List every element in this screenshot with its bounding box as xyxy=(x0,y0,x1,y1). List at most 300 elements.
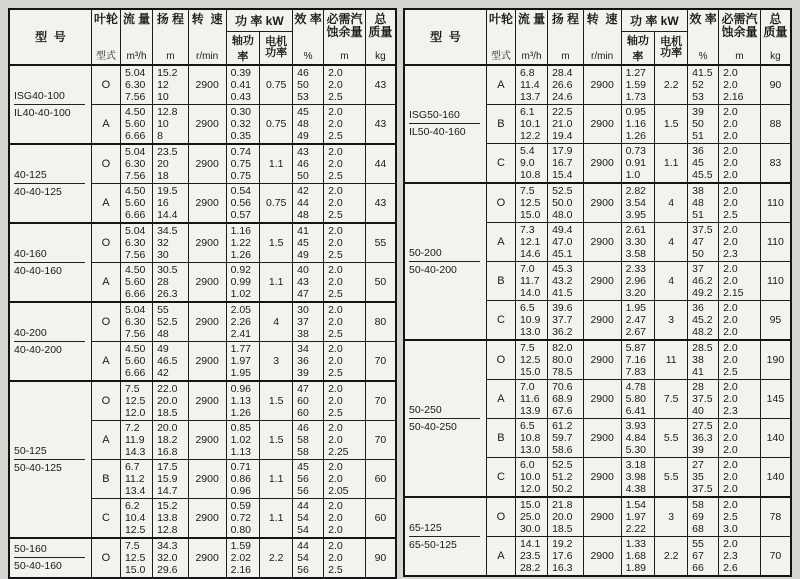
pump-row xyxy=(9,302,396,342)
npsh-cell: 2.0 2.0 2.5 xyxy=(324,183,366,223)
shaft-power-cell: 0.96 1.13 1.26 xyxy=(226,381,260,421)
efficiency-cell: 46 58 58 xyxy=(293,420,324,459)
npsh-cell: 2.0 2.0 2.0 xyxy=(324,498,366,538)
impeller-type-cell: C xyxy=(486,457,515,497)
head-cell: 12.8 10 8 xyxy=(153,104,189,144)
flow-cell: 6.0 10.0 12.0 xyxy=(515,457,547,497)
col-header-power: 功 率 kW xyxy=(226,9,293,31)
col-header-model: 型 号 xyxy=(9,9,91,65)
speed-cell: 2900 xyxy=(583,65,621,105)
pump-spec-table-right xyxy=(403,8,792,577)
col-header-mass-text: 总 质量 kg xyxy=(763,12,788,62)
shaft-power-cell: 1.59 2.02 2.16 xyxy=(226,538,260,578)
motor-power-cell: 2.2 xyxy=(655,536,688,576)
pump-row xyxy=(9,144,396,184)
shaft-power-cell: 1.77 1.97 1.95 xyxy=(226,341,260,381)
head-cell: 22.0 20.0 18.5 xyxy=(153,381,189,421)
impeller-type-cell: O xyxy=(91,381,120,421)
motor-power-cell: 1.5 xyxy=(655,104,688,143)
col-header-head-text: 扬 程 m xyxy=(156,12,185,62)
col-header-speed-text: 转 速 r/min xyxy=(586,12,618,62)
pump-row xyxy=(404,340,791,380)
col-header-npsh xyxy=(719,9,761,65)
model-cell xyxy=(404,65,486,183)
efficiency-cell: 43 46 50 xyxy=(293,144,324,184)
shaft-power-cell: 1.95 2.47 2.67 xyxy=(621,300,655,340)
motor-power-cell: 4 xyxy=(260,302,293,342)
pump-table-right xyxy=(403,8,792,574)
speed-cell: 2900 xyxy=(188,341,226,381)
efficiency-cell: 44 54 54 xyxy=(293,498,324,538)
efficiency-cell: 58 69 68 xyxy=(688,497,719,537)
efficiency-cell: 40 43 47 xyxy=(293,262,324,302)
head-cell: 61.2 59.7 58.6 xyxy=(548,418,584,457)
flow-cell: 6.8 11.4 13.7 xyxy=(515,65,547,105)
flow-cell: 4.50 5.60 6.66 xyxy=(120,183,152,223)
col-header-speed-text: 转 速 r/min xyxy=(191,12,223,62)
model-cell xyxy=(9,223,91,302)
impeller-type-cell: B xyxy=(91,459,120,498)
col-header-power: 功 率 kW xyxy=(621,9,688,31)
impeller-type-cell: C xyxy=(91,498,120,538)
impeller-type-cell: C xyxy=(486,300,515,340)
impeller-type-cell: A xyxy=(91,104,120,144)
efficiency-cell: 30 37 38 xyxy=(293,302,324,342)
head-cell: 49.4 47.0 45.1 xyxy=(548,222,584,261)
speed-cell: 2900 xyxy=(583,143,621,183)
impeller-type-cell: O xyxy=(486,340,515,380)
efficiency-cell: 28.5 38 41 xyxy=(688,340,719,380)
speed-cell: 2900 xyxy=(188,498,226,538)
efficiency-cell: 27 35 37.5 xyxy=(688,457,719,497)
mass-cell: 60 xyxy=(365,498,396,538)
col-header-mass xyxy=(760,9,791,65)
pump-row xyxy=(9,223,396,263)
impeller-type-cell: O xyxy=(486,183,515,223)
motor-power-cell: 3 xyxy=(655,497,688,537)
head-cell: 82.0 80.0 78.5 xyxy=(548,340,584,380)
shaft-power-cell: 0.73 0.91 1.0 xyxy=(621,143,655,183)
head-cell: 39.6 37.7 36.2 xyxy=(548,300,584,340)
col-header-speed xyxy=(583,9,621,65)
flow-cell: 7.5 12.5 15.0 xyxy=(120,538,152,578)
head-cell: 70.6 68.9 67.6 xyxy=(548,379,584,418)
mass-cell: 70 xyxy=(365,420,396,459)
model-cell xyxy=(404,497,486,576)
shaft-power-cell: 0.95 1.16 1.26 xyxy=(621,104,655,143)
shaft-power-cell: 2.82 3.54 3.95 xyxy=(621,183,655,223)
col-header-flow xyxy=(120,9,152,65)
table-header xyxy=(9,9,396,65)
efficiency-cell: 36 45 45.5 xyxy=(688,143,719,183)
efficiency-cell: 37 46.2 49.2 xyxy=(688,261,719,300)
impeller-type-cell: C xyxy=(486,143,515,183)
head-cell: 15.2 12 10 xyxy=(153,65,189,105)
head-cell: 28.4 26.6 24.6 xyxy=(548,65,584,105)
efficiency-cell: 45 56 56 xyxy=(293,459,324,498)
npsh-cell: 2.0 2.0 2.15 xyxy=(719,261,761,300)
model-name-secondary: 50-40-200 xyxy=(409,263,457,276)
mass-cell: 43 xyxy=(365,183,396,223)
efficiency-cell: 34 36 39 xyxy=(293,341,324,381)
flow-cell: 7.3 12.1 14.6 xyxy=(515,222,547,261)
npsh-cell: 2.0 2.3 2.6 xyxy=(719,536,761,576)
col-header-shaft-power: 轴功率 xyxy=(621,31,655,65)
efficiency-cell: 55 67 66 xyxy=(688,536,719,576)
mass-cell: 60 xyxy=(365,459,396,498)
npsh-cell: 2.0 2.0 2.25 xyxy=(324,420,366,459)
header-row-1 xyxy=(404,9,791,31)
col-header-mass xyxy=(365,9,396,65)
model-cell xyxy=(404,183,486,340)
model-name-secondary: IL50-40-160 xyxy=(409,126,466,138)
model-name-primary: 50-125 xyxy=(14,445,85,460)
shaft-power-cell: 0.59 0.72 0.80 xyxy=(226,498,260,538)
npsh-cell: 2.0 2.0 2.5 xyxy=(324,262,366,302)
model-name-primary: 65-125 xyxy=(409,522,480,537)
motor-power-cell: 1.1 xyxy=(260,498,293,538)
pump-spec-table-left xyxy=(8,8,397,579)
col-header-model: 型 号 xyxy=(404,9,486,65)
model-name-primary: 50-200 xyxy=(409,247,480,262)
col-header-npsh-text: 必需汽 蚀余量 m xyxy=(721,12,758,62)
model-name-secondary: IL40-40-100 xyxy=(14,106,71,119)
table-header xyxy=(404,9,791,65)
shaft-power-cell: 2.33 2.96 3.20 xyxy=(621,261,655,300)
flow-cell: 5.04 6.30 7.56 xyxy=(120,302,152,342)
motor-power-cell: 0.75 xyxy=(260,104,293,144)
npsh-cell: 2.0 2.0 2.0 xyxy=(719,418,761,457)
shaft-power-cell: 4.78 5.80 6.41 xyxy=(621,379,655,418)
shaft-power-cell: 0.54 0.56 0.57 xyxy=(226,183,260,223)
npsh-cell: 2.0 2.0 2.5 xyxy=(324,538,366,578)
npsh-cell: 2.0 2.0 2.5 xyxy=(324,144,366,184)
impeller-type-cell: O xyxy=(91,302,120,342)
col-header-mass-text: 总 质量 kg xyxy=(368,12,393,62)
flow-cell: 7.2 11.9 14.3 xyxy=(120,420,152,459)
flow-cell: 14.1 23.5 28.2 xyxy=(515,536,547,576)
table-body xyxy=(9,65,396,578)
shaft-power-cell: 0.85 1.02 1.13 xyxy=(226,420,260,459)
npsh-cell: 2.0 2.0 2.5 xyxy=(324,302,366,342)
col-header-flow-text: 流 量 m³/h xyxy=(122,12,151,62)
col-header-impeller xyxy=(91,9,120,65)
impeller-type-cell: A xyxy=(486,536,515,576)
model-cell xyxy=(404,340,486,497)
model-cell xyxy=(9,65,91,144)
npsh-cell: 2.0 2.0 2.0 xyxy=(719,104,761,143)
model-name-primary: 50-160 xyxy=(14,543,85,558)
shaft-power-cell: 0.71 0.86 0.96 xyxy=(226,459,260,498)
impeller-type-cell: A xyxy=(486,379,515,418)
motor-power-cell: 1.1 xyxy=(260,144,293,184)
col-header-efficiency xyxy=(688,9,719,65)
model-cell xyxy=(9,144,91,223)
model-name-secondary: 50-40-160 xyxy=(14,560,62,572)
flow-cell: 7.0 11.6 13.9 xyxy=(515,379,547,418)
mass-cell: 190 xyxy=(760,340,791,380)
head-cell: 45.3 43.2 41.5 xyxy=(548,261,584,300)
npsh-cell: 2.0 2.0 2.5 xyxy=(324,104,366,144)
mass-cell: 145 xyxy=(760,379,791,418)
model-name-primary: 40-160 xyxy=(14,248,85,263)
model-name-secondary: 50-40-250 xyxy=(409,420,457,433)
flow-cell: 5.04 6.30 7.56 xyxy=(120,65,152,105)
efficiency-cell: 46 50 53 xyxy=(293,65,324,105)
mass-cell: 55 xyxy=(365,223,396,263)
shaft-power-cell: 1.54 1.97 2.22 xyxy=(621,497,655,537)
col-header-head xyxy=(548,9,584,65)
shaft-power-cell: 1.16 1.22 1.26 xyxy=(226,223,260,263)
mass-cell: 110 xyxy=(760,261,791,300)
speed-cell: 2900 xyxy=(583,536,621,576)
pump-row xyxy=(404,183,791,223)
npsh-cell: 2.0 2.0 2.05 xyxy=(324,459,366,498)
mass-cell: 140 xyxy=(760,418,791,457)
npsh-cell: 2.0 2.0 2.3 xyxy=(719,379,761,418)
model-cell xyxy=(9,538,91,578)
mass-cell: 110 xyxy=(760,183,791,223)
speed-cell: 2900 xyxy=(583,457,621,497)
head-cell: 52.5 51.2 50.2 xyxy=(548,457,584,497)
shaft-power-cell: 0.92 0.99 1.02 xyxy=(226,262,260,302)
col-header-impeller-text: 叶轮 型式 xyxy=(93,12,118,62)
efficiency-cell: 42 44 48 xyxy=(293,183,324,223)
mass-cell: 70 xyxy=(365,381,396,421)
speed-cell: 2900 xyxy=(583,222,621,261)
shaft-power-cell: 1.33 1.68 1.89 xyxy=(621,536,655,576)
npsh-cell: 2.0 2.0 2.16 xyxy=(719,65,761,105)
shaft-power-cell: 2.05 2.26 2.41 xyxy=(226,302,260,342)
motor-power-cell: 3 xyxy=(655,300,688,340)
motor-power-cell: 0.75 xyxy=(260,183,293,223)
head-cell: 17.9 16.7 15.4 xyxy=(548,143,584,183)
col-header-head-text: 扬 程 m xyxy=(551,12,580,62)
pump-row xyxy=(9,65,396,105)
shaft-power-cell: 0.39 0.41 0.43 xyxy=(226,65,260,105)
npsh-cell: 2.0 2.0 2.0 xyxy=(719,457,761,497)
impeller-type-cell: A xyxy=(91,341,120,381)
model-name-secondary: 40-40-200 xyxy=(14,343,62,356)
model-name-primary: ISG50-160 xyxy=(409,109,480,124)
shaft-power-cell: 2.61 3.30 3.58 xyxy=(621,222,655,261)
motor-power-cell: 0.75 xyxy=(260,65,293,105)
flow-cell: 15.0 25.0 30.0 xyxy=(515,497,547,537)
shaft-power-cell: 3.18 3.98 4.38 xyxy=(621,457,655,497)
head-cell: 55 52.5 48 xyxy=(153,302,189,342)
efficiency-cell: 41 45 49 xyxy=(293,223,324,263)
impeller-type-cell: A xyxy=(486,65,515,105)
efficiency-cell: 41.5 52 53 xyxy=(688,65,719,105)
col-header-npsh-text: 必需汽 蚀余量 m xyxy=(326,12,363,62)
impeller-type-cell: B xyxy=(486,418,515,457)
impeller-type-cell: O xyxy=(91,538,120,578)
npsh-cell: 2.0 2.0 2.5 xyxy=(324,65,366,105)
model-name-secondary: 40-40-125 xyxy=(14,185,62,198)
speed-cell: 2900 xyxy=(188,459,226,498)
efficiency-cell: 44 54 56 xyxy=(293,538,324,578)
shaft-power-cell: 0.74 0.75 0.75 xyxy=(226,144,260,184)
efficiency-cell: 38 48 51 xyxy=(688,183,719,223)
npsh-cell: 2.0 2.0 2.5 xyxy=(324,341,366,381)
model-name-primary: 40-125 xyxy=(14,169,85,184)
mass-cell: 110 xyxy=(760,222,791,261)
motor-power-cell: 4 xyxy=(655,261,688,300)
head-cell: 19.5 16 14.4 xyxy=(153,183,189,223)
speed-cell: 2900 xyxy=(188,183,226,223)
npsh-cell: 2.0 2.5 3.0 xyxy=(719,497,761,537)
col-header-head xyxy=(153,9,189,65)
npsh-cell: 2.0 2.0 2.0 xyxy=(719,143,761,183)
flow-cell: 4.50 5.60 6.66 xyxy=(120,262,152,302)
col-header-flow xyxy=(515,9,547,65)
flow-cell: 6.7 11.2 13.4 xyxy=(120,459,152,498)
motor-power-cell: 2.2 xyxy=(260,538,293,578)
mass-cell: 140 xyxy=(760,457,791,497)
col-header-flow-text: 流 量 m³/h xyxy=(517,12,546,62)
head-cell: 20.0 18.2 16.8 xyxy=(153,420,189,459)
mass-cell: 90 xyxy=(365,538,396,578)
table-body xyxy=(404,65,791,576)
pump-table-left xyxy=(8,8,397,576)
flow-cell: 5.04 6.30 7.56 xyxy=(120,144,152,184)
impeller-type-cell: O xyxy=(91,65,120,105)
speed-cell: 2900 xyxy=(188,144,226,184)
flow-cell: 7.0 11.7 14.0 xyxy=(515,261,547,300)
mass-cell: 95 xyxy=(760,300,791,340)
mass-cell: 43 xyxy=(365,104,396,144)
model-name-secondary: 50-40-125 xyxy=(14,461,62,474)
npsh-cell: 2.0 2.0 2.0 xyxy=(719,300,761,340)
head-cell: 34.5 32 30 xyxy=(153,223,189,263)
head-cell: 22.5 21.0 19.4 xyxy=(548,104,584,143)
flow-cell: 4.50 5.60 6.66 xyxy=(120,104,152,144)
npsh-cell: 2.0 2.0 2.5 xyxy=(324,223,366,263)
col-header-speed xyxy=(188,9,226,65)
motor-power-cell: 5.5 xyxy=(655,418,688,457)
efficiency-cell: 28 37.5 40 xyxy=(688,379,719,418)
motor-power-cell: 1.1 xyxy=(655,143,688,183)
head-cell: 21.8 20.0 18.5 xyxy=(548,497,584,537)
speed-cell: 2900 xyxy=(188,420,226,459)
mass-cell: 70 xyxy=(365,341,396,381)
model-cell xyxy=(9,381,91,538)
speed-cell: 2900 xyxy=(583,104,621,143)
motor-power-cell: 1.1 xyxy=(260,459,293,498)
npsh-cell: 2.0 2.0 2.5 xyxy=(324,381,366,421)
impeller-type-cell: O xyxy=(91,144,120,184)
header-row-1 xyxy=(9,9,396,31)
motor-power-cell: 11 xyxy=(655,340,688,380)
speed-cell: 2900 xyxy=(583,340,621,380)
model-cell xyxy=(9,302,91,381)
speed-cell: 2900 xyxy=(188,381,226,421)
shaft-power-cell: 5.87 7.16 7.83 xyxy=(621,340,655,380)
speed-cell: 2900 xyxy=(188,223,226,263)
mass-cell: 88 xyxy=(760,104,791,143)
model-name-primary: ISG40-100 xyxy=(14,90,85,105)
flow-cell: 5.4 9.0 10.8 xyxy=(515,143,547,183)
flow-cell: 7.5 12.5 15.0 xyxy=(515,183,547,223)
col-header-impeller-text: 叶轮 型式 xyxy=(488,12,513,62)
efficiency-cell: 39 50 51 xyxy=(688,104,719,143)
mass-cell: 43 xyxy=(365,65,396,105)
mass-cell: 70 xyxy=(760,536,791,576)
head-cell: 19.2 17.6 16.3 xyxy=(548,536,584,576)
motor-power-cell: 7.5 xyxy=(655,379,688,418)
shaft-power-cell: 1.27 1.59 1.73 xyxy=(621,65,655,105)
pump-row xyxy=(404,497,791,537)
col-header-npsh xyxy=(324,9,366,65)
col-header-shaft-power: 轴功率 xyxy=(226,31,260,65)
motor-power-cell: 2.2 xyxy=(655,65,688,105)
impeller-type-cell: A xyxy=(91,183,120,223)
npsh-cell: 2.0 2.0 2.5 xyxy=(719,340,761,380)
col-header-efficiency-text: 效 率 % xyxy=(294,12,322,62)
flow-cell: 6.5 10.9 13.0 xyxy=(515,300,547,340)
motor-power-cell: 1.1 xyxy=(260,262,293,302)
efficiency-cell: 47 60 60 xyxy=(293,381,324,421)
flow-cell: 7.5 12.5 12.0 xyxy=(120,381,152,421)
flow-cell: 6.5 10.8 13.0 xyxy=(515,418,547,457)
impeller-type-cell: O xyxy=(91,223,120,263)
pump-row xyxy=(9,381,396,421)
impeller-type-cell: A xyxy=(486,222,515,261)
model-name-primary: 50-250 xyxy=(409,404,480,419)
npsh-cell: 2.0 2.0 2.3 xyxy=(719,222,761,261)
mass-cell: 50 xyxy=(365,262,396,302)
head-cell: 23.5 20 18 xyxy=(153,144,189,184)
efficiency-cell: 45 48 49 xyxy=(293,104,324,144)
speed-cell: 2900 xyxy=(188,538,226,578)
speed-cell: 2900 xyxy=(583,183,621,223)
speed-cell: 2900 xyxy=(583,418,621,457)
col-header-motor-power: 电机 功率 xyxy=(655,31,688,65)
speed-cell: 2900 xyxy=(583,261,621,300)
mass-cell: 78 xyxy=(760,497,791,537)
speed-cell: 2900 xyxy=(188,302,226,342)
head-cell: 15.2 13.8 12.8 xyxy=(153,498,189,538)
model-name-secondary: 65-50-125 xyxy=(409,538,457,551)
model-name-primary: 40-200 xyxy=(14,327,85,342)
impeller-type-cell: B xyxy=(486,261,515,300)
speed-cell: 2900 xyxy=(583,497,621,537)
mass-cell: 80 xyxy=(365,302,396,342)
mass-cell: 90 xyxy=(760,65,791,105)
col-header-motor-power: 电机 功率 xyxy=(260,31,293,65)
mass-cell: 44 xyxy=(365,144,396,184)
flow-cell: 4.50 5.60 6.66 xyxy=(120,341,152,381)
model-name-secondary: 40-40-160 xyxy=(14,264,62,277)
head-cell: 49 46.5 42 xyxy=(153,341,189,381)
motor-power-cell: 5.5 xyxy=(655,457,688,497)
motor-power-cell: 1.5 xyxy=(260,223,293,263)
speed-cell: 2900 xyxy=(583,379,621,418)
shaft-power-cell: 0.30 0.32 0.35 xyxy=(226,104,260,144)
npsh-cell: 2.0 2.0 2.5 xyxy=(719,183,761,223)
motor-power-cell: 4 xyxy=(655,222,688,261)
speed-cell: 2900 xyxy=(188,262,226,302)
head-cell: 34.3 32.0 29.6 xyxy=(153,538,189,578)
pump-row xyxy=(404,65,791,105)
head-cell: 17.5 15.9 14.7 xyxy=(153,459,189,498)
head-cell: 52.5 50.0 48.0 xyxy=(548,183,584,223)
motor-power-cell: 3 xyxy=(260,341,293,381)
flow-cell: 6.1 10.1 12.2 xyxy=(515,104,547,143)
impeller-type-cell: A xyxy=(91,420,120,459)
impeller-type-cell: O xyxy=(486,497,515,537)
flow-cell: 5.04 6.30 7.56 xyxy=(120,223,152,263)
